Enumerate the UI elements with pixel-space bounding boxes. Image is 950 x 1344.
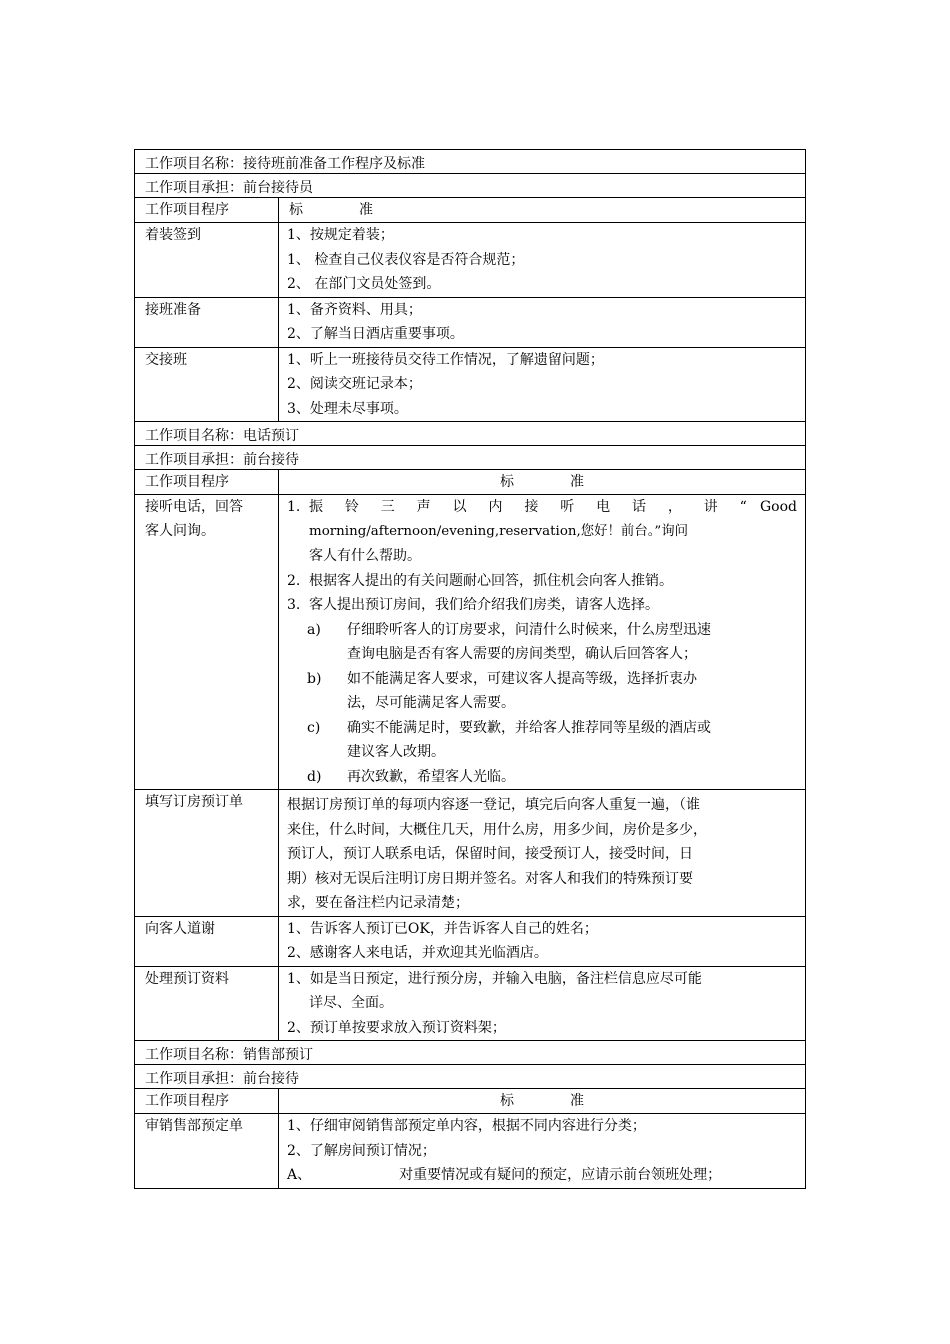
section3-name: 工作项目名称：销售部预订 (135, 1041, 806, 1065)
step-standard: 1、告诉客人预订已OK，并告诉客人自己的姓名； 2、感谢客人来电话，并欢迎其光临酒店。 (279, 916, 806, 966)
lettered-item: A、 对重要情况或有疑问的预定，应请示前台领班处理； (287, 1167, 722, 1183)
step-label: 接班准备 (135, 297, 279, 347)
section3-procedure-header: 工作项目程序 (135, 1089, 279, 1114)
step-standard: 1、备齐资料、用具； 2、了解当日酒店重要事项。 (279, 297, 806, 347)
step-label: 审销售部预定单 (135, 1114, 279, 1189)
step-standard: 1、听上一班接待员交待工作情况，了解遗留问题； 2、阅读交班记录本； 3、处理未尽事项。 (279, 347, 806, 422)
numbered-item: 2. 根据客人提出的有关问题耐心回答，抓住机会向客人推销。 (287, 572, 673, 589)
sub-item: b) 如不能满足客人要求，可建议客人提高等级，选择折衷办 法，尽可能满足客人需要。 (307, 670, 697, 711)
procedure-document-table (134, 149, 806, 1189)
section3-standard-header: 标 准 (279, 1089, 806, 1114)
section1-owner: 工作项目承担：前台接待员 (135, 174, 806, 198)
step-standard: 根据订房预订单的每项内容逐一登记，填完后向客人重复一遍，（谁 来住，什么时间，大概住几天，用什么房，用多少间，房价是多少， 预订人，预订人联系电话，保留时间，接受预订人，接受时间，日 期）核对无误后注明订房日期并签名。对客人和我们的特殊预订要 求，要在备注栏内记录清楚； (279, 790, 806, 917)
sub-item: c) 确实不能满足时，要致歉，并给客人推荐同等星级的酒店或 建议客人改期。 (307, 719, 711, 760)
numbered-item: 1. 振 铃 三 声 以 内 接 听 电 话 ， 讲 “ Good morning/afternoon/evening,reservation,您好！前台。”询问 客人有什么帮助。 (287, 499, 797, 564)
step-standard: 1、如是当日预定，进行预分房，并输入电脑，备注栏信息应尽可能 详尽、全面。 2、预订单按要求放入预订资料架； (279, 966, 806, 1041)
step-label: 着装签到 (135, 223, 279, 298)
section1-procedure-header: 工作项目程序 (135, 198, 279, 223)
sub-item: a) 仔细聆听客人的订房要求，问清什么时候来，什么房型迅速 查询电脑是否有客人需要的房间类型，确认后回答客人； (307, 621, 711, 662)
section2-owner: 工作项目承担：前台接待 (135, 446, 806, 470)
section1-name: 工作项目名称：接待班前准备工作程序及标准 (135, 150, 806, 174)
step-label: 向客人道谢 (135, 916, 279, 966)
step-standard: 1、按规定着装； 1、 检查自己仪表仪容是否符合规范； 2、 在部门文员处签到。 (279, 223, 806, 298)
step-standard (279, 495, 806, 790)
section1-standard-header: 标 准 (279, 198, 806, 223)
numbered-item: 3. 客人提出预订房间，我们给介绍我们房类，请客人选择。 (287, 597, 659, 613)
section2-procedure-header: 工作项目程序 (135, 470, 279, 495)
step-label: 交接班 (135, 347, 279, 422)
section2-standard-header: 标 准 (279, 470, 806, 495)
step-label: 处理预订资料 (135, 966, 279, 1041)
step-label: 接听电话，回答 客人问询。 (135, 495, 279, 790)
step-label: 填写订房预订单 (135, 790, 279, 917)
step-standard: 1、仔细审阅销售部预定单内容，根据不同内容进行分类； 2、了解房间预订情况； A、 对重要情况或有疑问的预定，应请示前台领班处理； (279, 1114, 806, 1189)
section3-owner: 工作项目承担：前台接待 (135, 1065, 806, 1089)
section2-name: 工作项目名称：电话预订 (135, 422, 806, 446)
sub-item: d) 再次致歉，希望客人光临。 (307, 768, 515, 785)
